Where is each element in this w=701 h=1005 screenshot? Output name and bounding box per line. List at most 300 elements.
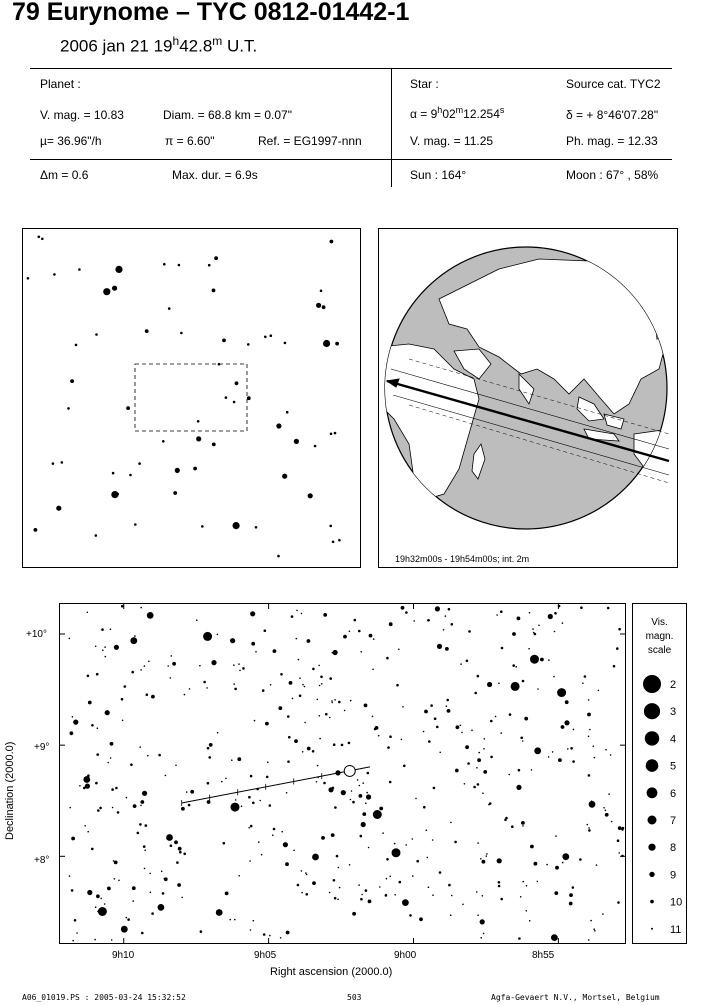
star-dot <box>247 343 250 346</box>
star-dot <box>528 648 530 650</box>
star-dot <box>111 939 113 941</box>
star-dot <box>331 833 335 837</box>
star-dot <box>207 747 210 750</box>
star-dot <box>248 827 250 829</box>
star-dot <box>330 240 334 244</box>
star-dot <box>386 858 389 861</box>
star-dot <box>323 613 327 617</box>
star-dot <box>294 439 299 444</box>
star-dot <box>272 834 274 836</box>
star-dot <box>208 264 211 267</box>
star-dot <box>365 889 368 892</box>
star-dot <box>412 838 414 840</box>
star-dot <box>98 907 107 916</box>
star-dot <box>188 804 191 807</box>
legend-symbols <box>633 604 686 943</box>
star-dot <box>145 824 148 827</box>
star-dot <box>193 467 197 471</box>
star-dot <box>133 804 137 808</box>
star-dot <box>127 918 130 921</box>
star-dot <box>415 798 417 800</box>
star-dot <box>186 791 188 793</box>
star-dot <box>436 726 439 729</box>
star-dot <box>405 611 408 614</box>
star-dot <box>554 631 556 633</box>
star-dot <box>235 799 237 801</box>
star-dot <box>496 614 498 616</box>
star-dot <box>138 462 141 465</box>
star-dot <box>402 899 409 906</box>
star-dot <box>146 693 149 696</box>
star-dot <box>319 685 321 687</box>
star-dot <box>483 748 485 750</box>
star-dot <box>203 632 212 641</box>
star-dot <box>110 757 112 759</box>
star-dot <box>462 904 464 906</box>
star-dot <box>573 729 575 731</box>
star-dot <box>439 752 441 754</box>
star-dot <box>233 664 235 666</box>
star-dot <box>286 792 288 794</box>
star-dot <box>230 638 235 643</box>
legend-dot <box>650 900 654 904</box>
star-dot <box>593 745 595 747</box>
star-dot <box>394 843 396 845</box>
star-dot <box>509 713 512 716</box>
star-dot <box>122 720 124 722</box>
star-dot <box>196 619 198 621</box>
star-dot <box>269 804 272 807</box>
legend-title: Vis. magn. scale <box>645 617 674 656</box>
star-dot <box>465 745 469 749</box>
star-dot <box>132 888 134 890</box>
star-dot <box>332 541 335 544</box>
star-phmag: Ph. mag. = 12.33 <box>566 134 658 148</box>
star-dot <box>104 903 106 905</box>
planet-vmag: V. mag. = 10.83 <box>40 108 124 122</box>
star-dot <box>450 822 452 824</box>
star-dot <box>110 629 112 631</box>
detail-field-outline <box>135 364 247 431</box>
star-dot <box>301 892 303 894</box>
star-dot <box>424 710 428 714</box>
star-dot <box>206 687 208 689</box>
star-dot <box>477 758 481 762</box>
star-dot <box>292 698 294 700</box>
planet-motion: µ= 36.96"/h <box>40 134 102 148</box>
star-dot <box>96 753 99 756</box>
table-top-rule <box>30 68 672 69</box>
star-dot <box>95 906 97 908</box>
star-dot <box>490 720 493 723</box>
star-dot <box>282 474 287 479</box>
star-dot <box>301 870 303 872</box>
star-dot <box>352 801 355 804</box>
star-dot <box>551 934 558 941</box>
star-dot <box>610 754 612 756</box>
star-dot <box>148 661 150 663</box>
star-dot <box>161 871 163 873</box>
legend-magnitude-label: 2 <box>670 679 677 691</box>
star-dot <box>588 774 591 777</box>
star-dot <box>140 607 142 609</box>
star-dot <box>487 682 492 687</box>
globe-panel <box>378 228 678 568</box>
star-dot <box>352 912 356 916</box>
star-dot <box>95 782 98 785</box>
star-dot <box>132 886 136 890</box>
star-dot <box>490 756 493 759</box>
star-dot <box>112 286 117 291</box>
star-dot <box>107 762 109 764</box>
star-dot <box>338 539 341 542</box>
star-dot <box>341 744 344 747</box>
star-dot <box>334 699 336 701</box>
star-dot <box>517 617 521 621</box>
star-dot <box>139 746 141 748</box>
star-dot <box>281 831 283 833</box>
star-dot <box>237 757 241 761</box>
star-dot <box>52 462 55 465</box>
legend-magnitude-label: 3 <box>670 706 677 719</box>
star-dot <box>144 665 146 667</box>
star-dot <box>70 379 74 383</box>
star-dot <box>587 824 589 826</box>
star-dot <box>217 634 219 636</box>
star-dot <box>369 634 373 638</box>
legend-dot <box>648 816 657 825</box>
star-dot <box>593 928 595 930</box>
star-dot <box>500 732 502 734</box>
star-dot <box>179 851 182 854</box>
star-dot <box>495 716 497 718</box>
star-dot <box>287 715 290 718</box>
star-dot <box>486 855 488 857</box>
star-dot <box>234 688 237 691</box>
star-dot <box>304 722 306 724</box>
star-dot <box>511 825 514 828</box>
star-dot <box>561 725 565 729</box>
star-dot <box>372 669 374 671</box>
star-dot <box>158 754 161 757</box>
star-dot <box>396 684 399 687</box>
star-dot <box>264 629 267 632</box>
star-dot <box>359 785 361 787</box>
star-dot <box>316 781 318 783</box>
star-dot <box>242 667 245 670</box>
star-dot <box>203 681 206 684</box>
star-dot <box>451 895 453 897</box>
star-dot <box>477 914 479 916</box>
star-dot <box>434 717 437 720</box>
star-dot <box>486 853 488 855</box>
star-dot <box>358 630 361 633</box>
star-dot <box>584 675 587 678</box>
star-dot <box>522 680 525 683</box>
star-dot <box>158 904 165 911</box>
star-dot <box>392 848 401 857</box>
star-dot <box>511 682 520 691</box>
star-dot <box>333 650 338 655</box>
star-dot <box>96 673 99 676</box>
star-dot <box>294 739 298 743</box>
star-dot <box>225 892 229 896</box>
star-dot <box>277 555 280 558</box>
star-dot <box>69 875 71 877</box>
star-vmag: V. mag. = 11.25 <box>410 134 494 148</box>
star-dot <box>252 802 255 805</box>
star-dot <box>296 638 298 640</box>
star-dot <box>529 920 531 922</box>
star-dot <box>212 289 216 293</box>
star-dot <box>238 663 240 665</box>
globe-time-range: 19h32m00s - 19h54m00s; int. 2m <box>395 554 530 564</box>
star-dot <box>233 401 236 404</box>
star-dot <box>111 788 114 791</box>
star-dot <box>451 623 454 626</box>
legend-magnitude-label: 8 <box>670 842 677 855</box>
star-dot <box>126 406 130 410</box>
star-dot <box>61 461 64 464</box>
star-dot <box>216 909 223 916</box>
star-dot <box>100 898 102 900</box>
star-dot <box>362 812 366 816</box>
star-dot <box>480 919 485 924</box>
footer-page: 503 <box>347 993 362 1002</box>
star-dot <box>142 791 147 796</box>
star-dot <box>450 914 452 916</box>
star-dot <box>515 666 517 668</box>
table-divider <box>30 159 672 160</box>
star-dot <box>137 832 140 835</box>
star-dot <box>405 844 407 846</box>
star-dot <box>94 939 96 941</box>
star-dot <box>478 752 480 754</box>
legend-dot <box>651 928 653 930</box>
star-dot <box>196 436 201 441</box>
star-dot <box>129 474 132 477</box>
star-dot <box>480 937 482 939</box>
star-dot <box>167 665 169 667</box>
star-dot <box>350 799 352 801</box>
star-dot <box>498 885 501 888</box>
star-dot <box>389 781 392 784</box>
star-dot <box>555 866 559 870</box>
magnitude-legend <box>632 603 687 944</box>
star-dot <box>334 806 337 809</box>
star-dot <box>171 655 173 657</box>
star-dot <box>91 724 94 727</box>
star-dot <box>368 900 372 904</box>
star-dot <box>360 651 362 653</box>
star-dot <box>289 681 293 685</box>
star-dot <box>166 834 173 841</box>
detail-starfield <box>60 604 625 943</box>
star-declination: δ = + 8°46'07.28" <box>566 108 659 122</box>
star-dot <box>76 932 78 934</box>
star-dot <box>87 831 89 833</box>
star-dot <box>307 747 311 751</box>
star-dot <box>531 769 533 771</box>
star-dot <box>548 659 550 661</box>
star-dot <box>537 881 539 883</box>
star-dot <box>107 887 111 891</box>
star-dot <box>329 717 331 719</box>
star-dot <box>314 445 317 448</box>
star-dot <box>423 806 426 809</box>
star-dot <box>140 805 142 807</box>
star-dot <box>562 853 569 860</box>
star-dot <box>500 898 503 901</box>
star-dot <box>367 772 370 775</box>
star-dot <box>175 468 180 473</box>
star-dot <box>178 264 181 267</box>
star-dot <box>341 790 346 795</box>
star-dot <box>570 747 573 750</box>
legend-magnitude-label: 10 <box>670 896 683 909</box>
star-dot <box>233 683 235 685</box>
star-dot <box>151 912 154 915</box>
star-dot <box>357 779 359 781</box>
star-dot <box>482 860 486 864</box>
star-dot <box>562 622 564 624</box>
star-dot <box>588 939 590 941</box>
star-dot <box>349 864 351 866</box>
star-dot <box>95 646 97 648</box>
star-dot <box>333 879 336 882</box>
star-dot <box>476 767 478 769</box>
star-dot <box>389 876 391 878</box>
star-dot <box>200 930 203 933</box>
star-dot <box>524 717 528 721</box>
star-dot <box>141 932 144 935</box>
star-dot <box>286 931 290 935</box>
star-dot <box>254 720 256 722</box>
star-dot <box>270 684 272 686</box>
star-dot <box>552 751 554 753</box>
star-dot <box>471 729 473 731</box>
star-dot <box>264 336 267 339</box>
star-dot <box>297 884 300 887</box>
star-dot <box>162 892 165 895</box>
star-dot <box>299 677 301 679</box>
detail-chart <box>59 603 626 944</box>
star-dot <box>293 850 295 852</box>
star-dot <box>516 785 521 790</box>
delta-magnitude: Δm = 0.6 <box>40 168 89 182</box>
star-dot <box>522 740 524 742</box>
y-axis-title: Declination (2000.0) <box>4 741 16 840</box>
star-dot <box>365 802 367 804</box>
star-dot <box>56 506 61 511</box>
star-dot <box>447 709 451 713</box>
star-dot <box>580 606 583 609</box>
legend-magnitude-label: 6 <box>670 787 677 800</box>
star-dot <box>569 902 573 906</box>
star-dot <box>170 677 172 679</box>
star-dot <box>530 845 534 849</box>
star-dot <box>430 704 433 707</box>
star-dot <box>358 884 360 886</box>
star-dot <box>362 782 364 784</box>
y-tick-label: +8° <box>34 855 50 866</box>
star-right-ascension: $\alpha = 9^h02^m12.254^s$ <box>410 105 505 121</box>
star-dot <box>520 737 523 740</box>
star-dot <box>548 614 553 619</box>
star-dot <box>331 702 333 704</box>
star-dot <box>170 844 173 847</box>
star-dot <box>483 933 485 935</box>
star-dot <box>402 706 404 708</box>
star-dot <box>287 760 290 763</box>
star-dot <box>399 881 402 884</box>
star-dot <box>83 776 90 783</box>
star-dot <box>234 919 236 921</box>
star-dot <box>318 665 320 667</box>
x-tick-label: 9h00 <box>394 950 417 961</box>
star-dot <box>333 743 336 746</box>
table-column-divider <box>391 69 392 187</box>
star-dot <box>124 685 127 688</box>
star-dot <box>126 797 128 799</box>
star-dot <box>250 929 252 931</box>
star-dot <box>328 787 333 792</box>
star-dot <box>534 747 541 754</box>
star-dot <box>189 688 191 690</box>
star-dot <box>217 732 219 734</box>
star-dot <box>484 738 486 740</box>
star-dot <box>255 651 257 653</box>
star-dot <box>87 612 89 614</box>
star-dot <box>588 827 590 829</box>
star-dot <box>477 842 479 844</box>
star-dot <box>312 881 316 885</box>
star-dot <box>265 722 269 726</box>
star-dot <box>87 675 90 678</box>
star-source-catalog: Source cat. TYC2 <box>566 77 661 91</box>
star-dot <box>379 886 381 888</box>
x-tick-label: 9h05 <box>254 950 277 961</box>
star-dot <box>317 699 319 701</box>
star-dot <box>555 835 557 837</box>
star-dot <box>321 683 323 685</box>
star-dot <box>312 854 319 861</box>
star-dot <box>432 894 434 896</box>
star-dot <box>338 701 341 704</box>
star-dot <box>53 273 56 276</box>
star-dot <box>336 855 339 858</box>
star-dot <box>500 610 503 613</box>
occulted-star-marker <box>344 765 355 776</box>
moon-info: Moon : 67° , 58% <box>566 168 659 182</box>
star-dot <box>190 790 194 794</box>
legend-dot <box>645 731 659 745</box>
star-dot <box>368 847 370 849</box>
star-dot <box>121 926 128 933</box>
star-dot <box>301 613 303 615</box>
star-dot <box>178 847 182 851</box>
star-dot <box>225 396 228 399</box>
star-dot <box>403 765 406 768</box>
star-dot <box>149 873 151 875</box>
star-dot <box>366 792 368 794</box>
star-dot <box>364 704 368 708</box>
star-dot <box>526 885 528 887</box>
star-dot <box>617 839 620 842</box>
star-dot <box>426 829 428 831</box>
star-dot <box>445 615 447 617</box>
star-dot <box>520 896 522 898</box>
